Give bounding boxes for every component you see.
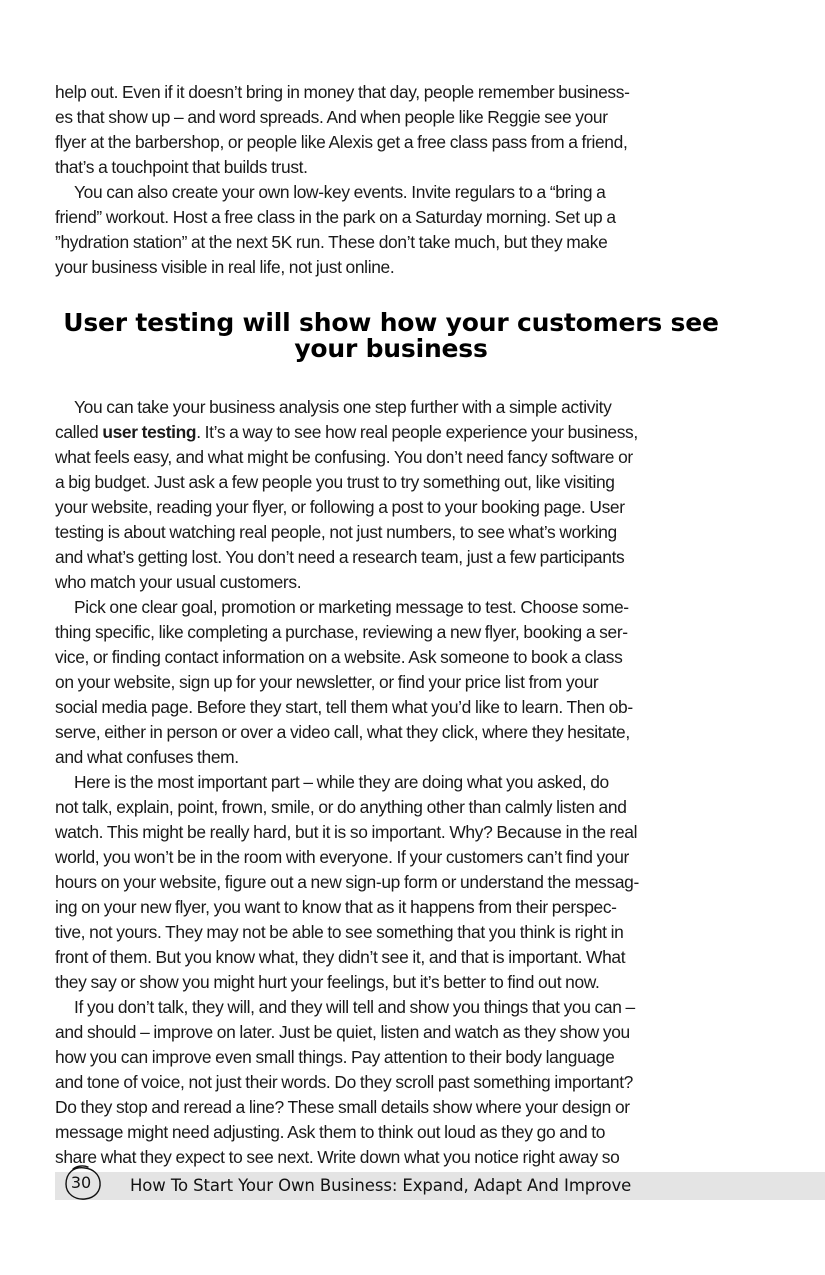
text-line: and should – improve on later. Just be quiet, listen and watch as they show you bbox=[55, 1022, 630, 1042]
section-paragraph-2 bbox=[55, 595, 727, 770]
text-line: how you can improve even small things. Pay attention to their body language bbox=[55, 1047, 615, 1067]
text-line: thing specific, like completing a purchase, reviewing a new flyer, booking a ser- bbox=[55, 622, 628, 642]
text-line: testing is about watching real people, not just numbers, to see what’s working bbox=[55, 522, 617, 542]
text-line: If you don’t talk, they will, and they will tell and show you things that you can – bbox=[74, 997, 635, 1017]
text-line: serve, either in person or over a video call, what they click, where they hesitate, bbox=[55, 722, 630, 742]
text-line: watch. This might be really hard, but it is so important. Why? Because in the real bbox=[55, 822, 638, 842]
text-line: friend” workout. Host a free class in the park on a Saturday morning. Set up a bbox=[55, 207, 616, 227]
text-fragment: . It’s a way to see how real people experience your business, bbox=[196, 422, 638, 442]
text-line: Do they stop and reread a line? These small details show where your design or bbox=[55, 1097, 630, 1117]
text-line: help out. Even if it doesn’t bring in money that day, people remember business- bbox=[55, 82, 630, 102]
bold-term-user-testing: user testing bbox=[102, 422, 197, 442]
text-line: vice, or finding contact information on a website. Ask someone to book a class bbox=[55, 647, 623, 667]
text-line: tive, not yours. They may not be able to see something that you think is right in bbox=[55, 922, 624, 942]
text-line: You can take your business analysis one step further with a simple activity bbox=[74, 397, 612, 417]
text-line: front of them. But you know what, they didn’t see it, and that is important. What bbox=[55, 947, 626, 967]
text-fragment: called bbox=[55, 422, 103, 442]
page-body bbox=[55, 80, 727, 1170]
page-number: 30 bbox=[70, 1172, 92, 1192]
text-line: that’s a touchpoint that builds trust. bbox=[55, 157, 308, 177]
heading-line: your business bbox=[294, 334, 488, 363]
section-paragraph-4 bbox=[55, 995, 727, 1170]
text-line: your business visible in real life, not just online. bbox=[55, 257, 395, 277]
page-footer bbox=[55, 1172, 825, 1200]
page-number-badge bbox=[63, 1164, 99, 1198]
text-line: share what they expect to see next. Write down what you notice right away so bbox=[55, 1147, 620, 1167]
text-line: world, you won’t be in the room with everyone. If your customers can’t find your bbox=[55, 847, 629, 867]
intro-paragraph-1 bbox=[55, 80, 727, 180]
text-line: on your website, sign up for your newsletter, or find your price list from your bbox=[55, 672, 599, 692]
text-line: Pick one clear goal, promotion or marketing message to test. Choose some- bbox=[74, 597, 629, 617]
text-line: they say or show you might hurt your feelings, but it’s better to find out now. bbox=[55, 972, 600, 992]
section-paragraph-3 bbox=[55, 770, 727, 995]
book-title: How To Start Your Own Business: Expand, Adapt And Improve bbox=[130, 1176, 632, 1195]
text-line: who match your usual customers. bbox=[55, 572, 302, 592]
text-line: and what confuses them. bbox=[55, 747, 239, 767]
section-paragraph-1 bbox=[55, 395, 727, 595]
section-heading bbox=[55, 310, 727, 362]
text-line: a big budget. Just ask a few people you trust to try something out, like visiting bbox=[55, 472, 615, 492]
text-line: es that show up – and word spreads. And when people like Reggie see your bbox=[55, 107, 608, 127]
heading-line: User testing will show how your customers see bbox=[63, 308, 719, 337]
text-line: what feels easy, and what might be confusing. You don’t need fancy software or bbox=[55, 447, 633, 467]
text-line: hours on your website, figure out a new sign-up form or understand the messag- bbox=[55, 872, 639, 892]
text-line: Here is the most important part – while they are doing what you asked, do bbox=[74, 772, 609, 792]
text-line: You can also create your own low-key events. Invite regulars to a “bring a bbox=[74, 182, 606, 202]
text-line: your website, reading your flyer, or following a post to your booking page. User bbox=[55, 497, 625, 517]
text-line: and tone of voice, not just their words. Do they scroll past something important? bbox=[55, 1072, 634, 1092]
text-line: ”hydration station” at the next 5K run. These don’t take much, but they make bbox=[55, 232, 608, 252]
text-line bbox=[55, 420, 727, 445]
text-line: and what’s getting lost. You don’t need a research team, just a few participants bbox=[55, 547, 625, 567]
text-line: social media page. Before they start, tell them what you’d like to learn. Then ob- bbox=[55, 697, 633, 717]
text-line: ing on your new flyer, you want to know that as it happens from their perspec- bbox=[55, 897, 617, 917]
text-line: not talk, explain, point, frown, smile, or do anything other than calmly listen and bbox=[55, 797, 627, 817]
text-line: message might need adjusting. Ask them to think out loud as they go and to bbox=[55, 1122, 606, 1142]
intro-paragraph-2 bbox=[55, 180, 727, 280]
text-line: flyer at the barbershop, or people like Alexis get a free class pass from a friend, bbox=[55, 132, 628, 152]
